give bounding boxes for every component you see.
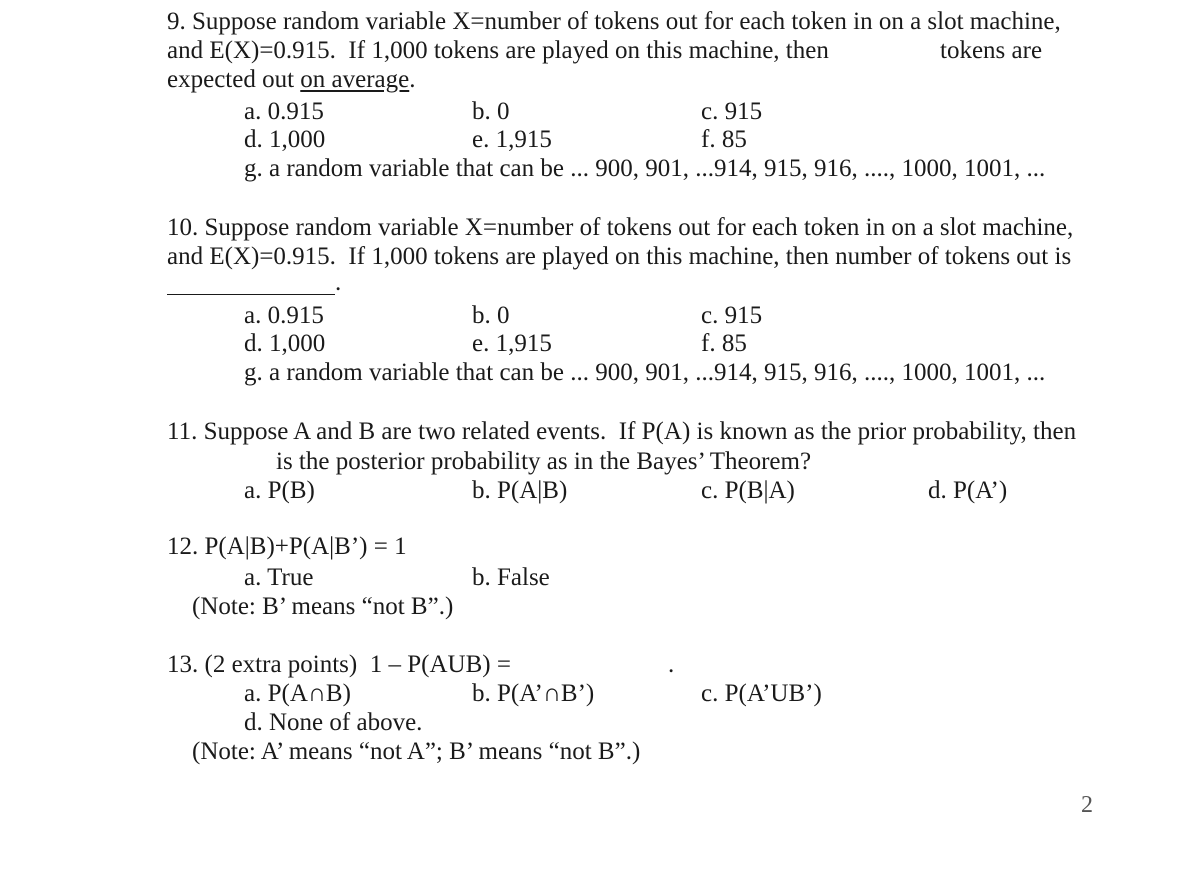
q12-stem: 12. P(A|B)+P(A|B’) = 1 [167,533,407,560]
q10-blank-period: . [335,269,342,296]
q13-option-d: d. None of above. [244,709,423,736]
q10-stem-line1: 10. Suppose random variable X=number of tokens out for each token in on a slot machine, [167,214,1074,241]
q13-option-b: b. P(A’∩B’) [472,680,595,707]
q9-stem-line2-tail: tokens are [940,37,1043,64]
q11-stem-line2: is the posterior probability as in the Bayes’ Theorem? [276,448,812,475]
q10-answer-blank [167,270,335,295]
q9-option-b: b. 0 [472,98,510,125]
q9-option-a: a. 0.915 [244,98,324,125]
q9-option-c: c. 915 [701,98,763,125]
q9-option-f: f. 85 [701,126,747,153]
q9-option-d: d. 1,000 [244,126,326,153]
q10-option-d: d. 1,000 [244,330,326,357]
page-number: 2 [1081,792,1093,818]
q9-stem-line3-post: . [409,66,416,93]
q10-stem-line2: and E(X)=0.915. If 1,000 tokens are played on this machine, then number of tokens out is [167,243,1072,270]
q9-underlined-phrase: on average [300,66,410,93]
q9-option-g: g. a random variable that can be ... 900, 901, ...914, 915, 916, ...., 1000, 1001, ... [244,155,1046,182]
q11-option-b: b. P(A|B) [472,477,568,504]
q9-stem-line1: 9. Suppose random variable X=number of tokens out for each token in on a slot machine, [167,8,1061,35]
q13-stem: 13. (2 extra points) 1 – P(AUB) = [167,651,511,678]
q13-blank-period: . [668,651,675,678]
q10-option-a: a. 0.915 [244,302,324,329]
q13-option-a: a. P(A∩B) [244,680,351,707]
q11-option-d: d. P(A’) [928,477,1008,504]
q10-option-f: f. 85 [701,330,747,357]
q9-stem-line3-pre: expected out [167,66,301,93]
q11-stem-line1: 11. Suppose A and B are two related events. If P(A) is known as the prior probability, then [167,418,1077,445]
q9-stem-line2: and E(X)=0.915. If 1,000 tokens are played on this machine, then [167,37,829,64]
q10-option-b: b. 0 [472,302,510,329]
q13-option-c: c. P(A’UB’) [701,680,822,707]
q10-option-g: g. a random variable that can be ... 900, 901, ...914, 915, 916, ...., 1000, 1001, ... [244,359,1046,386]
q10-option-c: c. 915 [701,302,763,329]
q12-note: (Note: B’ means “not B”.) [192,593,454,620]
q13-note: (Note: A’ means “not A”; B’ means “not B”.) [192,738,641,765]
q9-option-e: e. 1,915 [472,126,552,153]
q12-option-a: a. True [244,564,314,591]
q12-option-b: b. False [472,564,550,591]
q11-option-a: a. P(B) [244,477,315,504]
q9-stem-line3 [167,65,416,94]
q11-option-c: c. P(B|A) [701,477,795,504]
q10-option-e: e. 1,915 [472,330,552,357]
